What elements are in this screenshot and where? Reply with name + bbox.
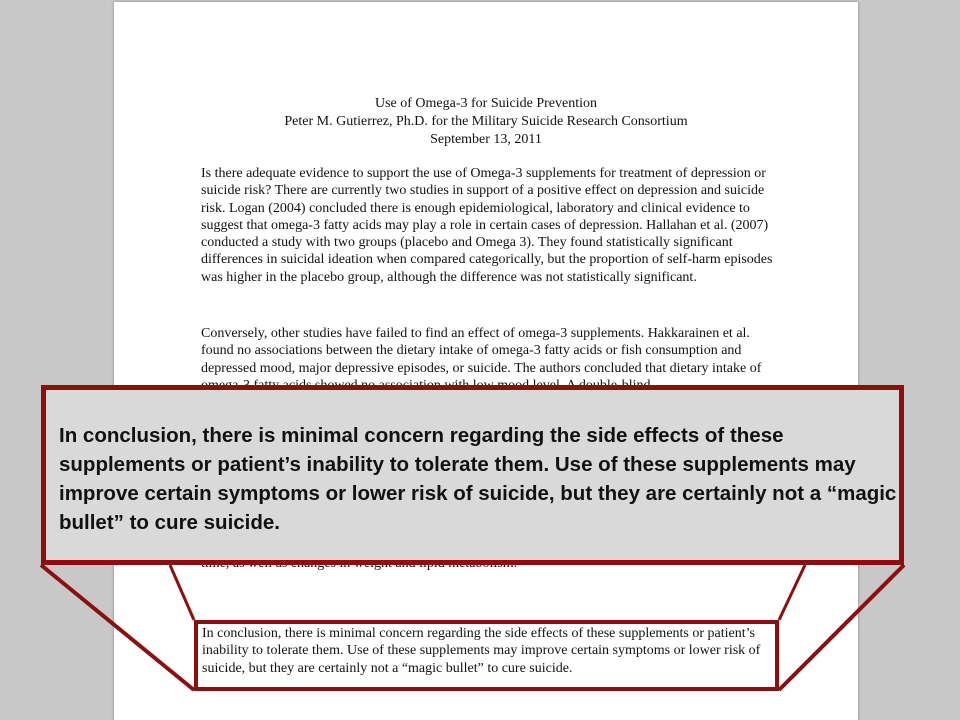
conclusion-paragraph: In conclusion, there is minimal concern regarding the side effects of these supplements or patient’s inability to tolerate them. Use of these supplements may improve certain symptoms or lower risk of suicide, but they are certainly not a “magic bullet” to cure suicide. — [202, 626, 761, 676]
document-author: Peter M. Gutierrez, Ph.D. for the Military Suicide Research Consortium — [284, 114, 688, 129]
paragraph-conversely: Conversely, other studies have failed to find an effect of omega-3 supplements. Hakkarainen et al. found no associations between the dietary intake of omega-3 fatty acids or fish consumption and depressed mood, major depressive episodes, or suicide. The authors concluded that dietary intake of — [201, 326, 762, 376]
document-date: September 13, 2011 — [430, 132, 542, 147]
conclusion-callout — [41, 385, 904, 565]
paragraph-evidence: Is there adequate evidence to support the use of Omega-3 supplements for treatment of depression or suicide risk? There are currently two studies in support of a positive effect on depression and suicide risk. Logan (2004) concluded there is enough epidemiological, laboratory and clinical evidence to suggest that omega-3 fatty acids may play a role in certain cases of depression. Hallahan et al. (2007) conducted a study with two groups (placebo and Omega 3). They found statistically significant differences in suicidal ideation when compared categorically, but the proportion of self-harm episodes was higher in the placebo group, although the difference was not statistically significant. — [201, 166, 773, 285]
callout-text: In conclusion, there is minimal concern regarding the side effects of these supplements or patient’s inability to tolerate them. Use of these supplements may improve certain symptoms or lower risk of suicide, but they are certainly not a “magic bullet” to cure suicide. — [59, 424, 897, 534]
document-header — [114, 95, 858, 149]
document-title: Use of Omega-3 for Suicide Prevention — [375, 96, 597, 111]
